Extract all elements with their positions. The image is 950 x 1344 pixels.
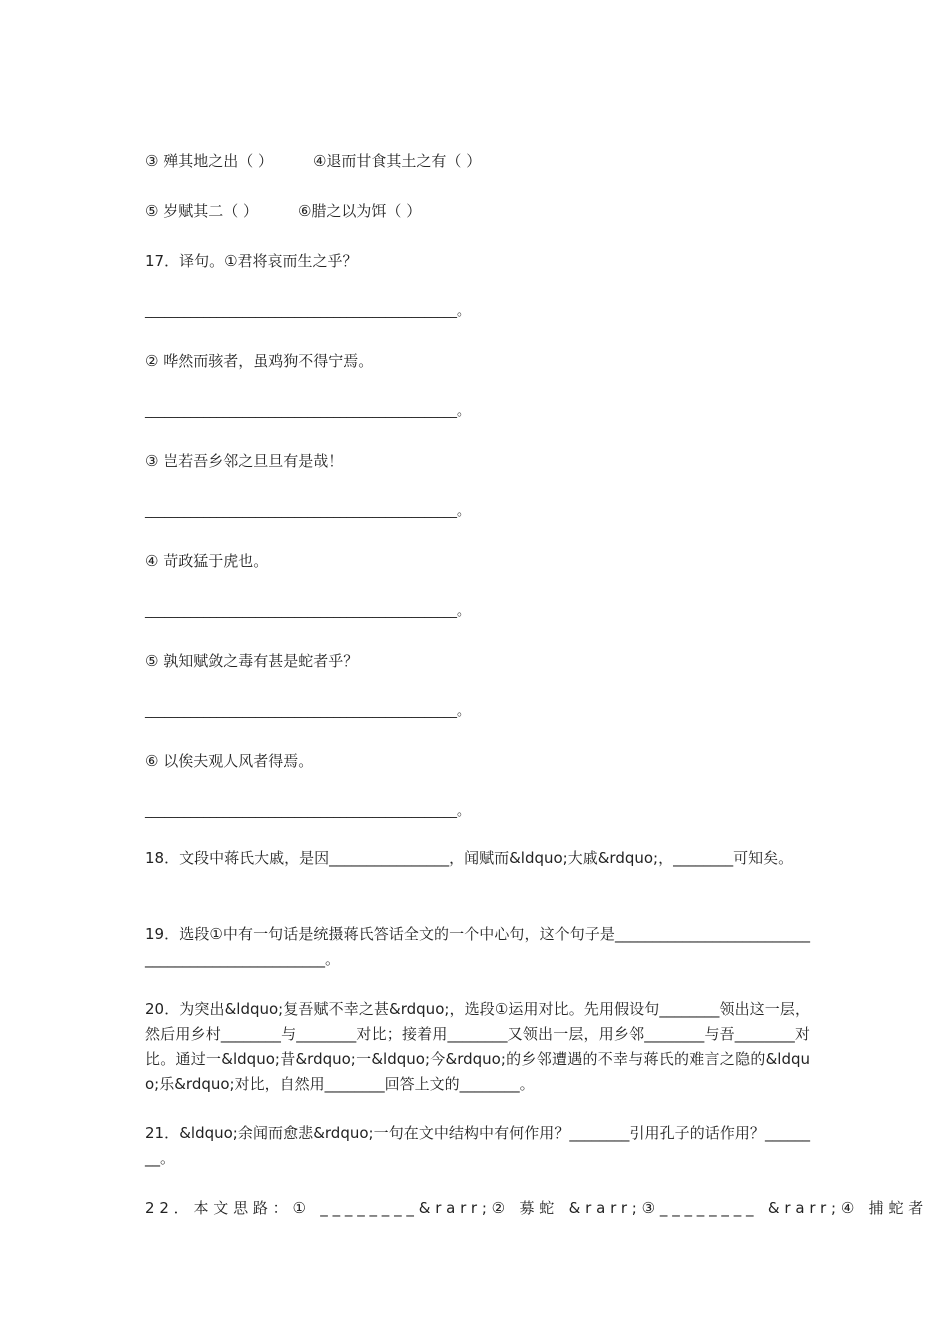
answer-line-3[interactable]: ________________________________________________。 xyxy=(145,504,470,519)
q16-item-4: ④退而甘食其土之有（ ） xyxy=(312,152,482,170)
q16-item-3: ③ 殚其地之出（ ） xyxy=(145,152,273,170)
question-19: 19．选段①中有一句话是统摄蒋氏答话全文的一个中心句，这个句子是__________________________________________________。 xyxy=(145,925,810,968)
answer-line-6[interactable]: ________________________________________________。 xyxy=(145,804,470,819)
q17-item-3: ③ 岂若吾乡邻之旦旦有是哉！ xyxy=(145,452,344,470)
question-20: 20．为突出&ldquo;复吾赋不幸之甚&rdquo;，选段①运用对比。先用假设句________领出这一层，然后用乡村________与________对比；接着用________又领出一层，用乡邻________与吾________对比。通过一&ldquo;昔&rdquo;一&ldquo;今&rdquo;的乡邻遭遇的不幸与蒋氏的难言之隐的&ldquo;乐&rdquo;对比，自然用________回答上文的________。 xyxy=(145,1000,810,1093)
answer-line-4[interactable]: ________________________________________________。 xyxy=(145,604,470,619)
answer-line-5[interactable]: ________________________________________________。 xyxy=(145,704,470,719)
q16-row-b xyxy=(145,198,421,224)
q16-item-5: ⑤ 岁赋其二（ ） xyxy=(145,202,258,220)
question-22: 22．本文思路：① ________&rarr;② 募蛇 &rarr;③________ &rarr;④ 捕蛇者 xyxy=(145,1199,929,1217)
q17-item-6: ⑥ 以俟夫观人风者得焉。 xyxy=(145,752,314,770)
q16-row-a xyxy=(145,148,481,174)
answer-line-2[interactable]: ________________________________________________。 xyxy=(145,404,470,419)
document-page xyxy=(145,0,929,1344)
question-18: 18．文段中蒋氏大戚，是因________________，闻赋而&ldquo;大戚&rdquo;，________可知矣。 xyxy=(145,849,794,867)
q17-item-5: ⑤ 孰知赋敛之毒有甚是蛇者乎？ xyxy=(145,652,359,670)
q17-item-4: ④ 苛政猛于虎也。 xyxy=(145,552,269,570)
q17-title: 17．译句。①君将哀而生之乎？ xyxy=(145,252,358,270)
answer-line-1[interactable]: ________________________________________________。 xyxy=(145,304,470,319)
q16-item-6: ⑥腊之以为饵（ ） xyxy=(297,202,422,220)
question-21: 21．&ldquo;余闻而愈悲&rdquo;一句在文中结构中有何作用？________引用孔子的话作用？________。 xyxy=(145,1124,810,1167)
q17-item-2: ② 哗然而骇者，虽鸡狗不得宁焉。 xyxy=(145,352,374,370)
